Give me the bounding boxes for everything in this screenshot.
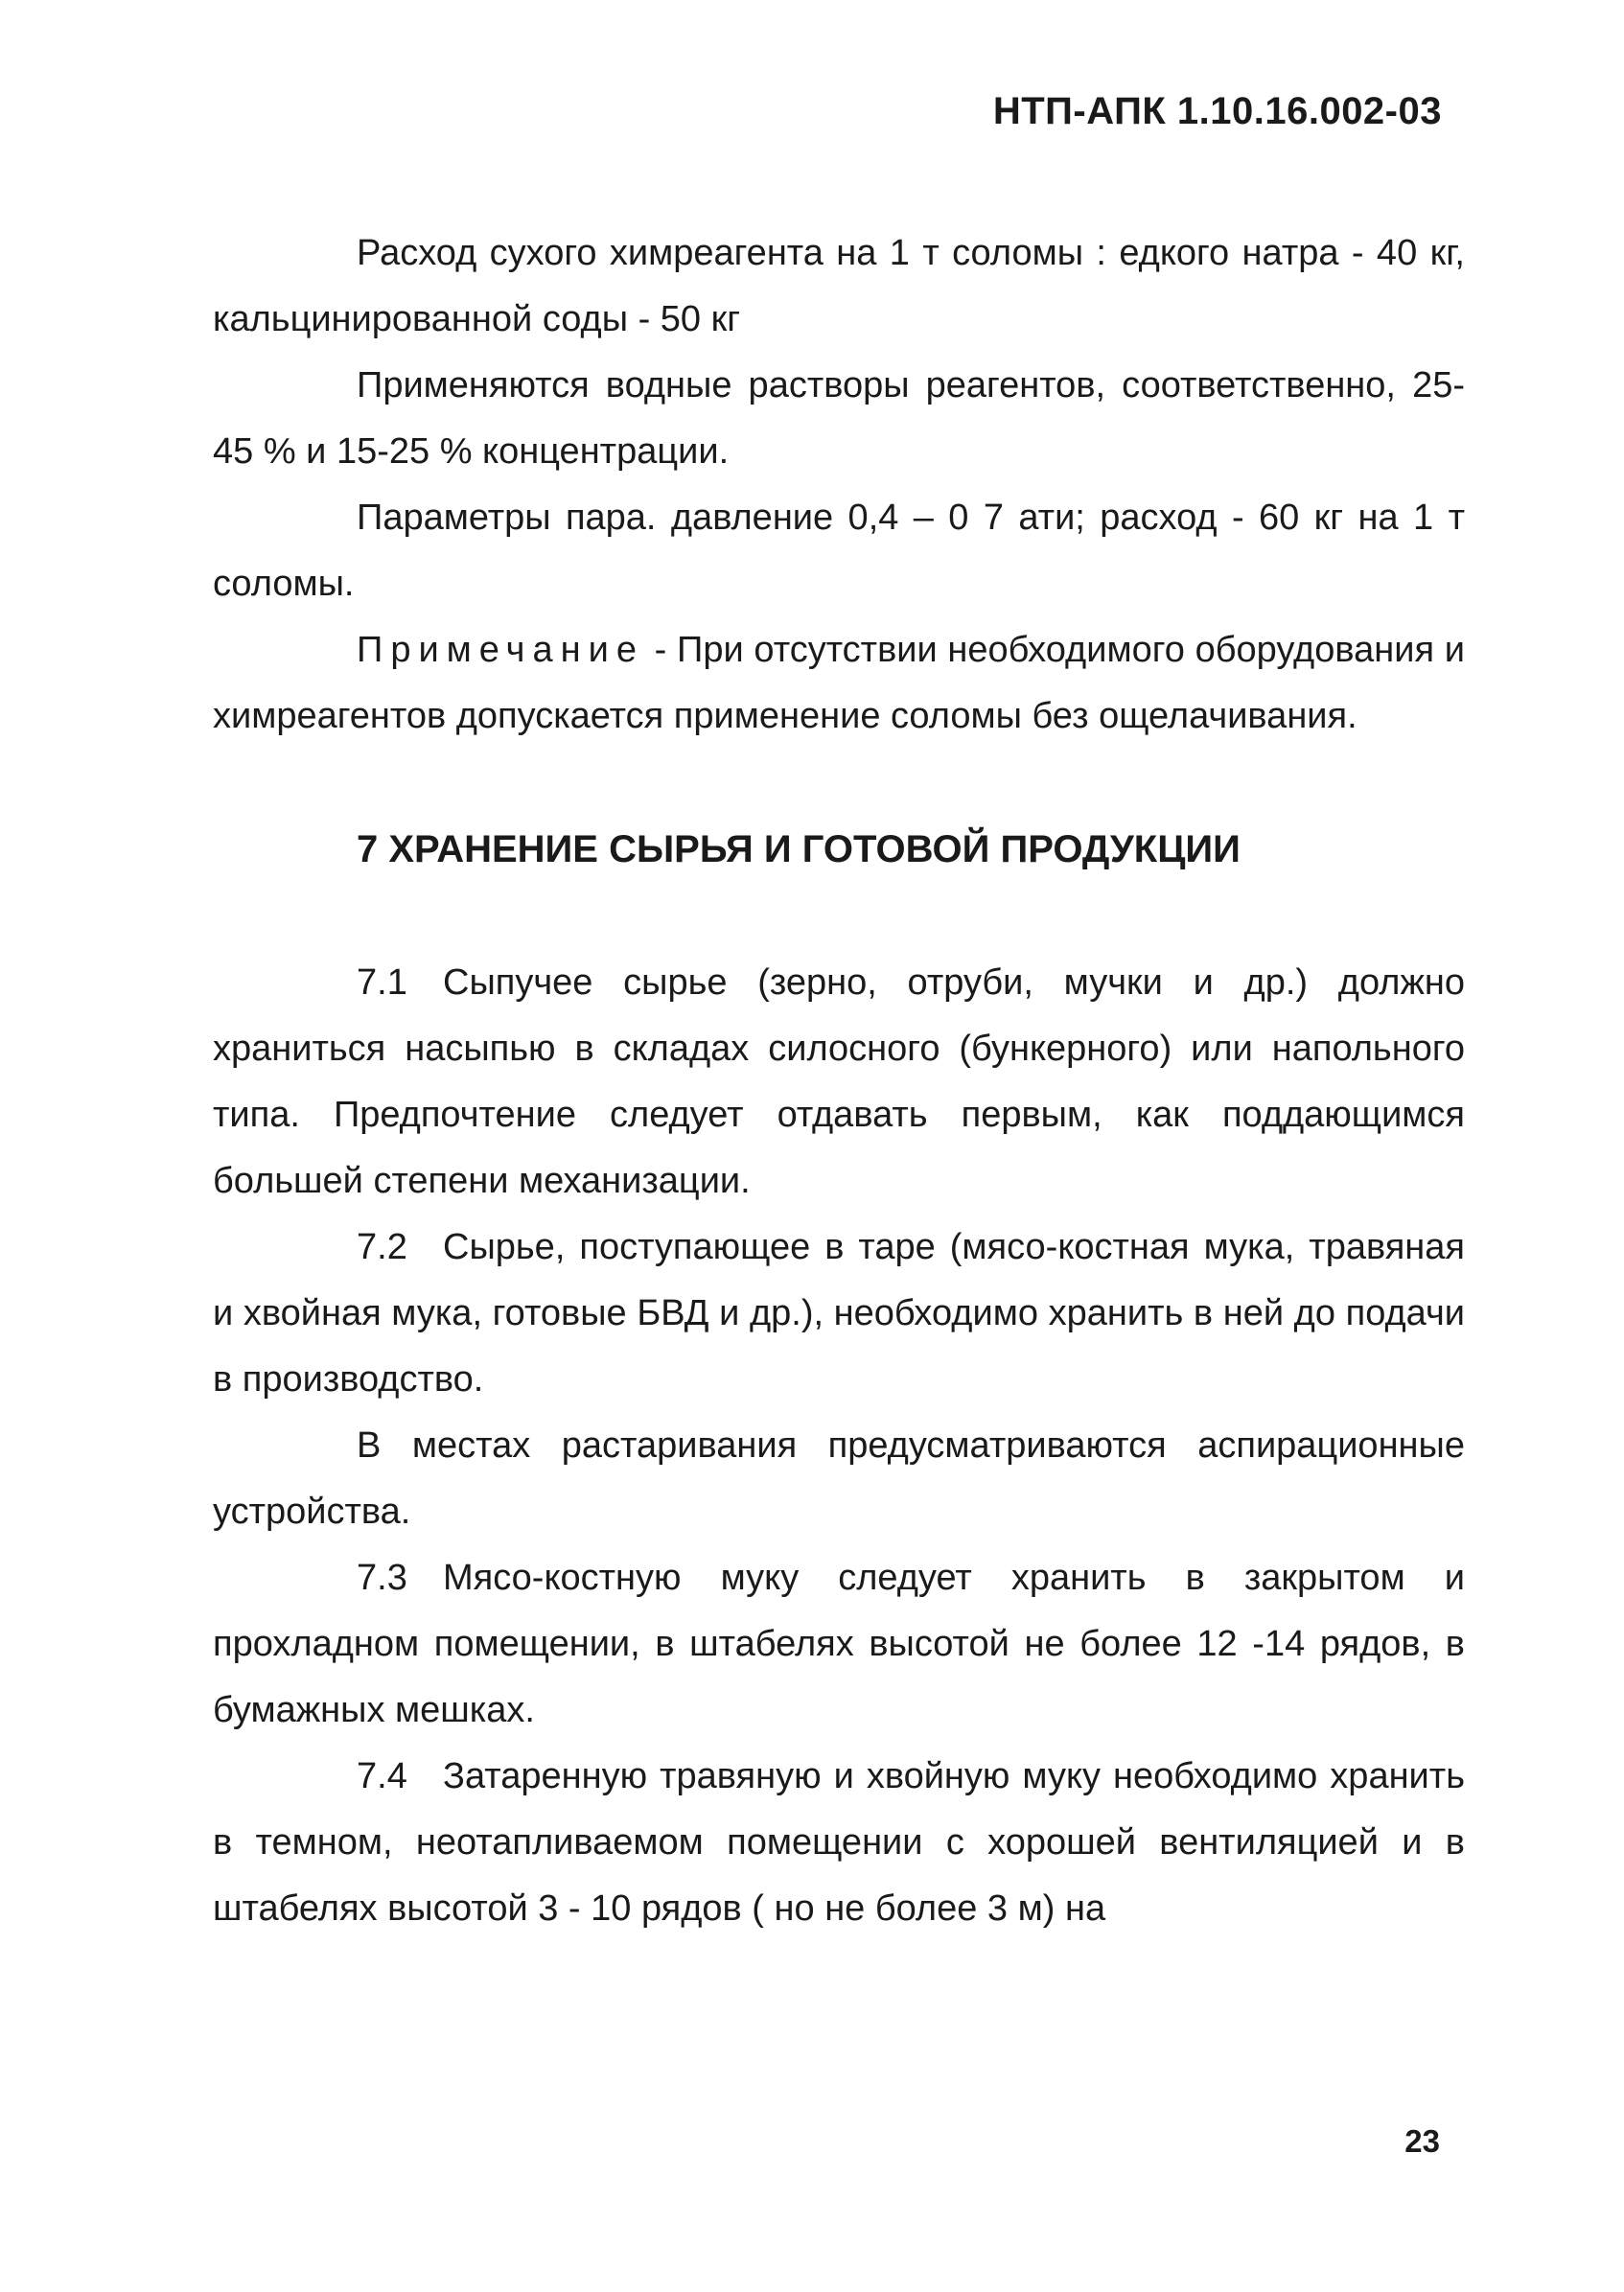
note-text: - При отсутствии необходимого оборудования и химреагентов допускается применение соломы без ощелачивания. xyxy=(213,630,1465,736)
clause-number: 7.1 xyxy=(357,962,407,1003)
clause-number: 7.2 xyxy=(357,1227,407,1267)
clause-text: Мясо-костную муку следует хранить в закрытом и прохладном помещении, в штабелях высотой не более 12 -14 рядов, в бумажных мешках. xyxy=(213,1558,1465,1730)
clause-7-2 xyxy=(213,1215,1465,1413)
paragraph-reagent-consumption: Расход сухого химреагента на 1 т соломы : едкого натра - 40 кг, кальцинированной соды - 50 кг xyxy=(213,233,1465,339)
clause-number: 7.3 xyxy=(357,1558,407,1598)
clause-number: 7.4 xyxy=(357,1756,407,1796)
page-number: 23 xyxy=(1404,2123,1440,2159)
document-code: НТП-АПК 1.10.16.002-03 xyxy=(992,90,1442,132)
note-paragraph xyxy=(213,617,1465,750)
clause-7-2-aspiration: В местах растаривания предусматриваются аспирационные устройства. xyxy=(213,1425,1465,1532)
clause-7-3 xyxy=(213,1545,1465,1744)
note-label: Примечание xyxy=(357,630,644,670)
clause-7-1 xyxy=(213,950,1465,1215)
paragraph-steam-parameters: Параметры пара. давление 0,4 – 0 7 ати; расход - 60 кг на 1 т соломы. xyxy=(213,498,1465,604)
document-body xyxy=(213,220,1465,1942)
clause-text: Сыпучее сырье (зерно, отруби, мучки и др.) должно храниться насыпью в складах силосного (бункерного) или напольного типа. Предпочтение следует отдавать первым, как поддающимся большей степени механизации. xyxy=(213,962,1465,1201)
clause-text: Затаренную травяную и хвойную муку необходимо хранить в темном, неотапливаемом помещении с хорошей вентиляцией и в штабелях высотой 3 - 10 рядов ( но не более 3 м) на xyxy=(213,1756,1465,1929)
paragraph-reagent-solutions: Применяются водные растворы реагентов, соответственно, 25-45 % и 15-25 % концентрации. xyxy=(213,365,1465,472)
clause-text: Сырье, поступающее в таре (мясо-костная мука, травяная и хвойная мука, готовые БВД и др.), необходимо хранить в ней до подачи в производство. xyxy=(213,1227,1465,1400)
clause-7-4 xyxy=(213,1744,1465,1942)
section-heading: 7 ХРАНЕНИЕ СЫРЬЯ И ГОТОВОЙ ПРОДУКЦИИ xyxy=(357,828,1241,870)
